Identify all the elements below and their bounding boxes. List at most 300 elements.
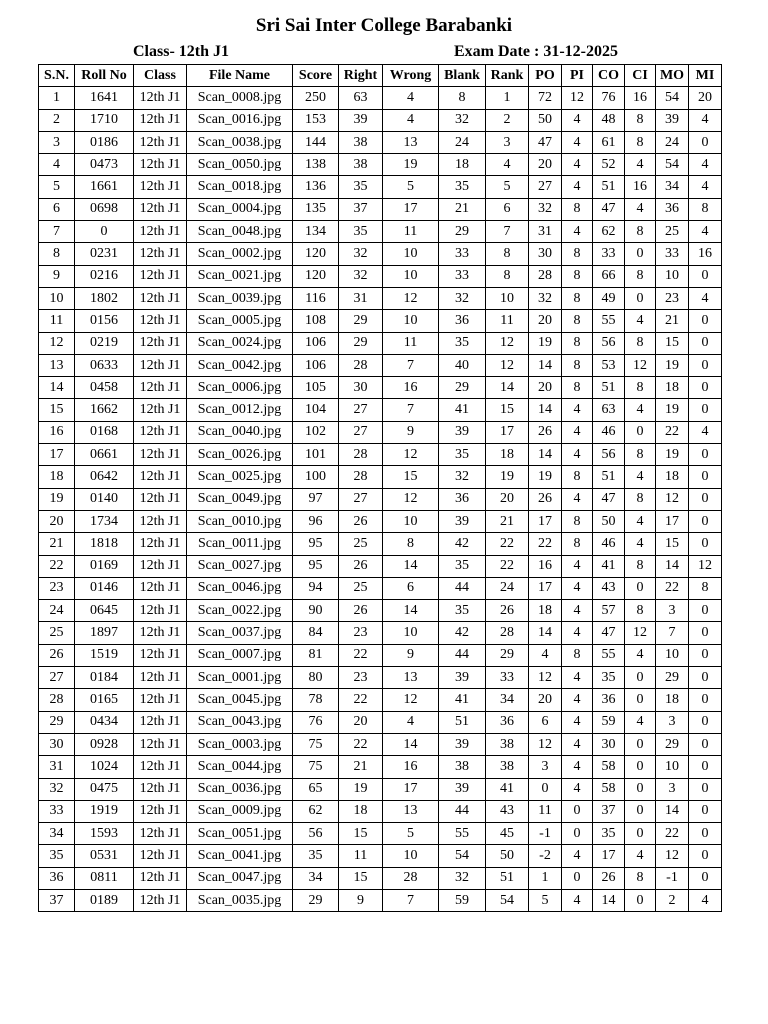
cell-right: 25 bbox=[339, 533, 383, 555]
table-row bbox=[39, 867, 722, 889]
cell-pi: 4 bbox=[562, 600, 593, 622]
cell-file-name: Scan_0045.jpg bbox=[187, 689, 293, 711]
cell-co: 36 bbox=[593, 689, 625, 711]
cell-co: 35 bbox=[593, 667, 625, 689]
cell-mi: 0 bbox=[689, 823, 722, 845]
cell-wrong: 13 bbox=[383, 800, 439, 822]
cell-rank: 5 bbox=[486, 176, 529, 198]
cell-rank: 19 bbox=[486, 466, 529, 488]
cell-mi: 0 bbox=[689, 510, 722, 532]
cell-blank: 21 bbox=[439, 198, 486, 220]
cell-score: 153 bbox=[293, 109, 339, 131]
cell-roll-no: 0633 bbox=[75, 354, 134, 376]
cell-po: 28 bbox=[529, 265, 562, 287]
cell-score: 95 bbox=[293, 555, 339, 577]
cell-rank: 8 bbox=[486, 243, 529, 265]
cell-po: 20 bbox=[529, 154, 562, 176]
cell-mo: 54 bbox=[656, 87, 689, 109]
column-header-rank: Rank bbox=[486, 65, 529, 87]
cell-rank: 8 bbox=[486, 265, 529, 287]
cell-co: 56 bbox=[593, 332, 625, 354]
cell-roll-no: 0475 bbox=[75, 778, 134, 800]
cell-right: 19 bbox=[339, 778, 383, 800]
cell-co: 62 bbox=[593, 221, 625, 243]
cell-roll-no: 1661 bbox=[75, 176, 134, 198]
cell-right: 28 bbox=[339, 444, 383, 466]
cell-roll-no: 0184 bbox=[75, 667, 134, 689]
cell-co: 47 bbox=[593, 198, 625, 220]
cell-ci: 0 bbox=[625, 800, 656, 822]
table-row bbox=[39, 399, 722, 421]
cell-roll-no: 0531 bbox=[75, 845, 134, 867]
table-row bbox=[39, 154, 722, 176]
cell-pi: 8 bbox=[562, 332, 593, 354]
cell-ci: 0 bbox=[625, 287, 656, 309]
cell-co: 76 bbox=[593, 87, 625, 109]
cell-pi: 8 bbox=[562, 510, 593, 532]
cell-po: 47 bbox=[529, 131, 562, 153]
cell-rank: 38 bbox=[486, 733, 529, 755]
cell-ci: 8 bbox=[625, 867, 656, 889]
cell-pi: 4 bbox=[562, 778, 593, 800]
cell-blank: 40 bbox=[439, 354, 486, 376]
cell-file-name: Scan_0051.jpg bbox=[187, 823, 293, 845]
cell-mi: 0 bbox=[689, 667, 722, 689]
cell-co: 57 bbox=[593, 600, 625, 622]
cell-file-name: Scan_0010.jpg bbox=[187, 510, 293, 532]
cell-roll-no: 0168 bbox=[75, 421, 134, 443]
cell-co: 58 bbox=[593, 756, 625, 778]
cell-wrong: 13 bbox=[383, 667, 439, 689]
cell-rank: 28 bbox=[486, 622, 529, 644]
cell-score: 65 bbox=[293, 778, 339, 800]
cell-mi: 0 bbox=[689, 689, 722, 711]
cell-blank: 39 bbox=[439, 778, 486, 800]
cell-blank: 39 bbox=[439, 421, 486, 443]
page-title: Sri Sai Inter College Barabanki bbox=[255, 15, 513, 36]
cell-class: 12th J1 bbox=[134, 354, 187, 376]
class-label: Class- 12th J1 bbox=[133, 43, 230, 60]
cell-sn: 3 bbox=[39, 131, 75, 153]
cell-sn: 19 bbox=[39, 488, 75, 510]
cell-roll-no: 1919 bbox=[75, 800, 134, 822]
cell-file-name: Scan_0049.jpg bbox=[187, 488, 293, 510]
cell-po: 20 bbox=[529, 310, 562, 332]
cell-wrong: 9 bbox=[383, 421, 439, 443]
table-row bbox=[39, 667, 722, 689]
cell-class: 12th J1 bbox=[134, 399, 187, 421]
cell-po: 72 bbox=[529, 87, 562, 109]
cell-score: 94 bbox=[293, 577, 339, 599]
cell-roll-no: 0811 bbox=[75, 867, 134, 889]
cell-sn: 21 bbox=[39, 533, 75, 555]
column-header-pi: PI bbox=[562, 65, 593, 87]
cell-right: 27 bbox=[339, 421, 383, 443]
cell-file-name: Scan_0037.jpg bbox=[187, 622, 293, 644]
cell-pi: 8 bbox=[562, 533, 593, 555]
cell-po: 14 bbox=[529, 622, 562, 644]
table-row bbox=[39, 221, 722, 243]
cell-ci: 16 bbox=[625, 176, 656, 198]
cell-class: 12th J1 bbox=[134, 622, 187, 644]
column-header-score: Score bbox=[293, 65, 339, 87]
column-header-mi: MI bbox=[689, 65, 722, 87]
cell-rank: 51 bbox=[486, 867, 529, 889]
cell-roll-no: 0698 bbox=[75, 198, 134, 220]
cell-wrong: 14 bbox=[383, 733, 439, 755]
cell-mi: 4 bbox=[689, 287, 722, 309]
cell-ci: 0 bbox=[625, 756, 656, 778]
cell-sn: 31 bbox=[39, 756, 75, 778]
cell-pi: 4 bbox=[562, 399, 593, 421]
cell-mo: 2 bbox=[656, 889, 689, 911]
cell-co: 17 bbox=[593, 845, 625, 867]
cell-mi: 0 bbox=[689, 622, 722, 644]
cell-rank: 2 bbox=[486, 109, 529, 131]
cell-score: 81 bbox=[293, 644, 339, 666]
cell-mo: 21 bbox=[656, 310, 689, 332]
cell-pi: 12 bbox=[562, 87, 593, 109]
cell-mi: 0 bbox=[689, 867, 722, 889]
cell-mo: 19 bbox=[656, 354, 689, 376]
cell-file-name: Scan_0042.jpg bbox=[187, 354, 293, 376]
cell-co: 35 bbox=[593, 823, 625, 845]
cell-class: 12th J1 bbox=[134, 644, 187, 666]
cell-sn: 26 bbox=[39, 644, 75, 666]
table-row bbox=[39, 889, 722, 911]
table-row bbox=[39, 622, 722, 644]
cell-file-name: Scan_0011.jpg bbox=[187, 533, 293, 555]
cell-po: 22 bbox=[529, 533, 562, 555]
cell-sn: 2 bbox=[39, 109, 75, 131]
cell-mo: 15 bbox=[656, 332, 689, 354]
cell-blank: 38 bbox=[439, 756, 486, 778]
cell-wrong: 16 bbox=[383, 756, 439, 778]
cell-pi: 8 bbox=[562, 198, 593, 220]
cell-wrong: 7 bbox=[383, 889, 439, 911]
cell-file-name: Scan_0008.jpg bbox=[187, 87, 293, 109]
cell-blank: 29 bbox=[439, 221, 486, 243]
cell-roll-no: 1802 bbox=[75, 287, 134, 309]
cell-ci: 8 bbox=[625, 131, 656, 153]
cell-class: 12th J1 bbox=[134, 466, 187, 488]
cell-co: 66 bbox=[593, 265, 625, 287]
cell-roll-no: 0219 bbox=[75, 332, 134, 354]
cell-class: 12th J1 bbox=[134, 667, 187, 689]
cell-class: 12th J1 bbox=[134, 488, 187, 510]
cell-co: 50 bbox=[593, 510, 625, 532]
cell-mi: 0 bbox=[689, 778, 722, 800]
cell-score: 80 bbox=[293, 667, 339, 689]
cell-wrong: 10 bbox=[383, 845, 439, 867]
cell-right: 35 bbox=[339, 176, 383, 198]
cell-co: 51 bbox=[593, 466, 625, 488]
table-row bbox=[39, 310, 722, 332]
cell-mi: 0 bbox=[689, 644, 722, 666]
table-row bbox=[39, 198, 722, 220]
cell-score: 29 bbox=[293, 889, 339, 911]
table-header-row bbox=[39, 65, 722, 87]
cell-score: 120 bbox=[293, 265, 339, 287]
cell-wrong: 4 bbox=[383, 109, 439, 131]
cell-pi: 4 bbox=[562, 154, 593, 176]
cell-wrong: 9 bbox=[383, 644, 439, 666]
cell-class: 12th J1 bbox=[134, 243, 187, 265]
cell-roll-no: 1024 bbox=[75, 756, 134, 778]
cell-mo: 10 bbox=[656, 756, 689, 778]
cell-right: 22 bbox=[339, 733, 383, 755]
cell-right: 21 bbox=[339, 756, 383, 778]
cell-blank: 32 bbox=[439, 466, 486, 488]
cell-sn: 32 bbox=[39, 778, 75, 800]
cell-co: 63 bbox=[593, 399, 625, 421]
cell-ci: 12 bbox=[625, 622, 656, 644]
cell-mi: 0 bbox=[689, 310, 722, 332]
cell-score: 106 bbox=[293, 354, 339, 376]
cell-wrong: 5 bbox=[383, 823, 439, 845]
cell-file-name: Scan_0027.jpg bbox=[187, 555, 293, 577]
cell-mi: 4 bbox=[689, 109, 722, 131]
cell-mo: 14 bbox=[656, 800, 689, 822]
cell-po: 20 bbox=[529, 689, 562, 711]
cell-mi: 0 bbox=[689, 600, 722, 622]
cell-rank: 6 bbox=[486, 198, 529, 220]
cell-right: 32 bbox=[339, 265, 383, 287]
cell-po: 3 bbox=[529, 756, 562, 778]
cell-wrong: 4 bbox=[383, 711, 439, 733]
cell-mi: 0 bbox=[689, 711, 722, 733]
cell-mi: 0 bbox=[689, 332, 722, 354]
cell-rank: 12 bbox=[486, 354, 529, 376]
column-header-blank: Blank bbox=[439, 65, 486, 87]
cell-mi: 8 bbox=[689, 198, 722, 220]
cell-pi: 4 bbox=[562, 555, 593, 577]
cell-sn: 35 bbox=[39, 845, 75, 867]
cell-score: 120 bbox=[293, 243, 339, 265]
cell-file-name: Scan_0048.jpg bbox=[187, 221, 293, 243]
cell-co: 55 bbox=[593, 310, 625, 332]
cell-pi: 0 bbox=[562, 823, 593, 845]
cell-file-name: Scan_0001.jpg bbox=[187, 667, 293, 689]
cell-score: 96 bbox=[293, 510, 339, 532]
table-row bbox=[39, 243, 722, 265]
cell-roll-no: 0216 bbox=[75, 265, 134, 287]
cell-blank: 39 bbox=[439, 733, 486, 755]
cell-mo: 22 bbox=[656, 421, 689, 443]
cell-class: 12th J1 bbox=[134, 287, 187, 309]
cell-mo: 18 bbox=[656, 377, 689, 399]
cell-file-name: Scan_0025.jpg bbox=[187, 466, 293, 488]
table-row bbox=[39, 577, 722, 599]
cell-sn: 12 bbox=[39, 332, 75, 354]
cell-rank: 54 bbox=[486, 889, 529, 911]
cell-file-name: Scan_0004.jpg bbox=[187, 198, 293, 220]
table-row bbox=[39, 354, 722, 376]
cell-wrong: 28 bbox=[383, 867, 439, 889]
cell-class: 12th J1 bbox=[134, 310, 187, 332]
cell-file-name: Scan_0041.jpg bbox=[187, 845, 293, 867]
cell-blank: 51 bbox=[439, 711, 486, 733]
cell-mo: 24 bbox=[656, 131, 689, 153]
column-header-co: CO bbox=[593, 65, 625, 87]
cell-pi: 4 bbox=[562, 845, 593, 867]
cell-rank: 22 bbox=[486, 533, 529, 555]
table-row bbox=[39, 733, 722, 755]
cell-mi: 0 bbox=[689, 377, 722, 399]
cell-pi: 8 bbox=[562, 265, 593, 287]
cell-po: 19 bbox=[529, 332, 562, 354]
cell-blank: 59 bbox=[439, 889, 486, 911]
cell-blank: 33 bbox=[439, 243, 486, 265]
cell-class: 12th J1 bbox=[134, 176, 187, 198]
cell-class: 12th J1 bbox=[134, 377, 187, 399]
cell-score: 56 bbox=[293, 823, 339, 845]
table-body bbox=[39, 87, 722, 912]
cell-file-name: Scan_0006.jpg bbox=[187, 377, 293, 399]
cell-pi: 4 bbox=[562, 421, 593, 443]
cell-file-name: Scan_0035.jpg bbox=[187, 889, 293, 911]
cell-sn: 10 bbox=[39, 287, 75, 309]
cell-pi: 8 bbox=[562, 644, 593, 666]
column-header-class: Class bbox=[134, 65, 187, 87]
cell-co: 41 bbox=[593, 555, 625, 577]
cell-blank: 44 bbox=[439, 644, 486, 666]
cell-ci: 4 bbox=[625, 399, 656, 421]
cell-wrong: 14 bbox=[383, 555, 439, 577]
cell-roll-no: 1818 bbox=[75, 533, 134, 555]
cell-wrong: 12 bbox=[383, 444, 439, 466]
cell-score: 75 bbox=[293, 756, 339, 778]
cell-sn: 24 bbox=[39, 600, 75, 622]
cell-mo: 39 bbox=[656, 109, 689, 131]
cell-po: 26 bbox=[529, 488, 562, 510]
cell-score: 144 bbox=[293, 131, 339, 153]
cell-po: 14 bbox=[529, 399, 562, 421]
table-row bbox=[39, 131, 722, 153]
cell-ci: 0 bbox=[625, 889, 656, 911]
cell-file-name: Scan_0036.jpg bbox=[187, 778, 293, 800]
cell-blank: 35 bbox=[439, 600, 486, 622]
cell-roll-no: 0186 bbox=[75, 131, 134, 153]
cell-right: 39 bbox=[339, 109, 383, 131]
cell-mo: 36 bbox=[656, 198, 689, 220]
cell-wrong: 10 bbox=[383, 243, 439, 265]
cell-right: 31 bbox=[339, 287, 383, 309]
cell-rank: 41 bbox=[486, 778, 529, 800]
cell-right: 28 bbox=[339, 466, 383, 488]
cell-blank: 55 bbox=[439, 823, 486, 845]
cell-rank: 12 bbox=[486, 332, 529, 354]
cell-co: 14 bbox=[593, 889, 625, 911]
cell-blank: 39 bbox=[439, 667, 486, 689]
cell-sn: 15 bbox=[39, 399, 75, 421]
cell-file-name: Scan_0003.jpg bbox=[187, 733, 293, 755]
cell-wrong: 7 bbox=[383, 399, 439, 421]
cell-rank: 29 bbox=[486, 644, 529, 666]
cell-sn: 30 bbox=[39, 733, 75, 755]
cell-right: 38 bbox=[339, 154, 383, 176]
cell-file-name: Scan_0047.jpg bbox=[187, 867, 293, 889]
table-row bbox=[39, 711, 722, 733]
cell-score: 75 bbox=[293, 733, 339, 755]
cell-file-name: Scan_0039.jpg bbox=[187, 287, 293, 309]
cell-sn: 27 bbox=[39, 667, 75, 689]
cell-class: 12th J1 bbox=[134, 87, 187, 109]
cell-sn: 22 bbox=[39, 555, 75, 577]
cell-roll-no: 1593 bbox=[75, 823, 134, 845]
cell-rank: 43 bbox=[486, 800, 529, 822]
cell-class: 12th J1 bbox=[134, 421, 187, 443]
cell-class: 12th J1 bbox=[134, 109, 187, 131]
table-row bbox=[39, 466, 722, 488]
cell-file-name: Scan_0040.jpg bbox=[187, 421, 293, 443]
cell-po: 5 bbox=[529, 889, 562, 911]
cell-roll-no: 0165 bbox=[75, 689, 134, 711]
cell-ci: 4 bbox=[625, 310, 656, 332]
cell-class: 12th J1 bbox=[134, 889, 187, 911]
cell-blank: 35 bbox=[439, 444, 486, 466]
cell-right: 63 bbox=[339, 87, 383, 109]
cell-pi: 4 bbox=[562, 711, 593, 733]
cell-class: 12th J1 bbox=[134, 198, 187, 220]
cell-right: 32 bbox=[339, 243, 383, 265]
cell-mo: 18 bbox=[656, 466, 689, 488]
cell-class: 12th J1 bbox=[134, 332, 187, 354]
cell-mi: 0 bbox=[689, 488, 722, 510]
cell-file-name: Scan_0022.jpg bbox=[187, 600, 293, 622]
cell-mo: 12 bbox=[656, 845, 689, 867]
cell-ci: 0 bbox=[625, 733, 656, 755]
cell-mi: 0 bbox=[689, 444, 722, 466]
cell-co: 46 bbox=[593, 421, 625, 443]
cell-mi: 0 bbox=[689, 800, 722, 822]
cell-blank: 41 bbox=[439, 689, 486, 711]
cell-mo: 23 bbox=[656, 287, 689, 309]
cell-right: 38 bbox=[339, 131, 383, 153]
cell-wrong: 15 bbox=[383, 466, 439, 488]
cell-file-name: Scan_0005.jpg bbox=[187, 310, 293, 332]
cell-blank: 36 bbox=[439, 310, 486, 332]
cell-po: 0 bbox=[529, 778, 562, 800]
cell-rank: 1 bbox=[486, 87, 529, 109]
cell-ci: 8 bbox=[625, 109, 656, 131]
cell-mo: 54 bbox=[656, 154, 689, 176]
cell-roll-no: 1662 bbox=[75, 399, 134, 421]
table-row bbox=[39, 600, 722, 622]
cell-rank: 26 bbox=[486, 600, 529, 622]
cell-score: 95 bbox=[293, 533, 339, 555]
cell-wrong: 11 bbox=[383, 221, 439, 243]
cell-rank: 4 bbox=[486, 154, 529, 176]
cell-ci: 0 bbox=[625, 421, 656, 443]
table-row bbox=[39, 444, 722, 466]
cell-score: 108 bbox=[293, 310, 339, 332]
cell-po: 18 bbox=[529, 600, 562, 622]
cell-file-name: Scan_0009.jpg bbox=[187, 800, 293, 822]
cell-wrong: 10 bbox=[383, 310, 439, 332]
cell-sn: 28 bbox=[39, 689, 75, 711]
cell-po: 6 bbox=[529, 711, 562, 733]
cell-wrong: 10 bbox=[383, 265, 439, 287]
cell-ci: 4 bbox=[625, 644, 656, 666]
cell-ci: 8 bbox=[625, 555, 656, 577]
cell-pi: 4 bbox=[562, 577, 593, 599]
cell-pi: 8 bbox=[562, 243, 593, 265]
cell-wrong: 12 bbox=[383, 488, 439, 510]
cell-mi: 0 bbox=[689, 733, 722, 755]
cell-mo: 10 bbox=[656, 265, 689, 287]
cell-co: 58 bbox=[593, 778, 625, 800]
